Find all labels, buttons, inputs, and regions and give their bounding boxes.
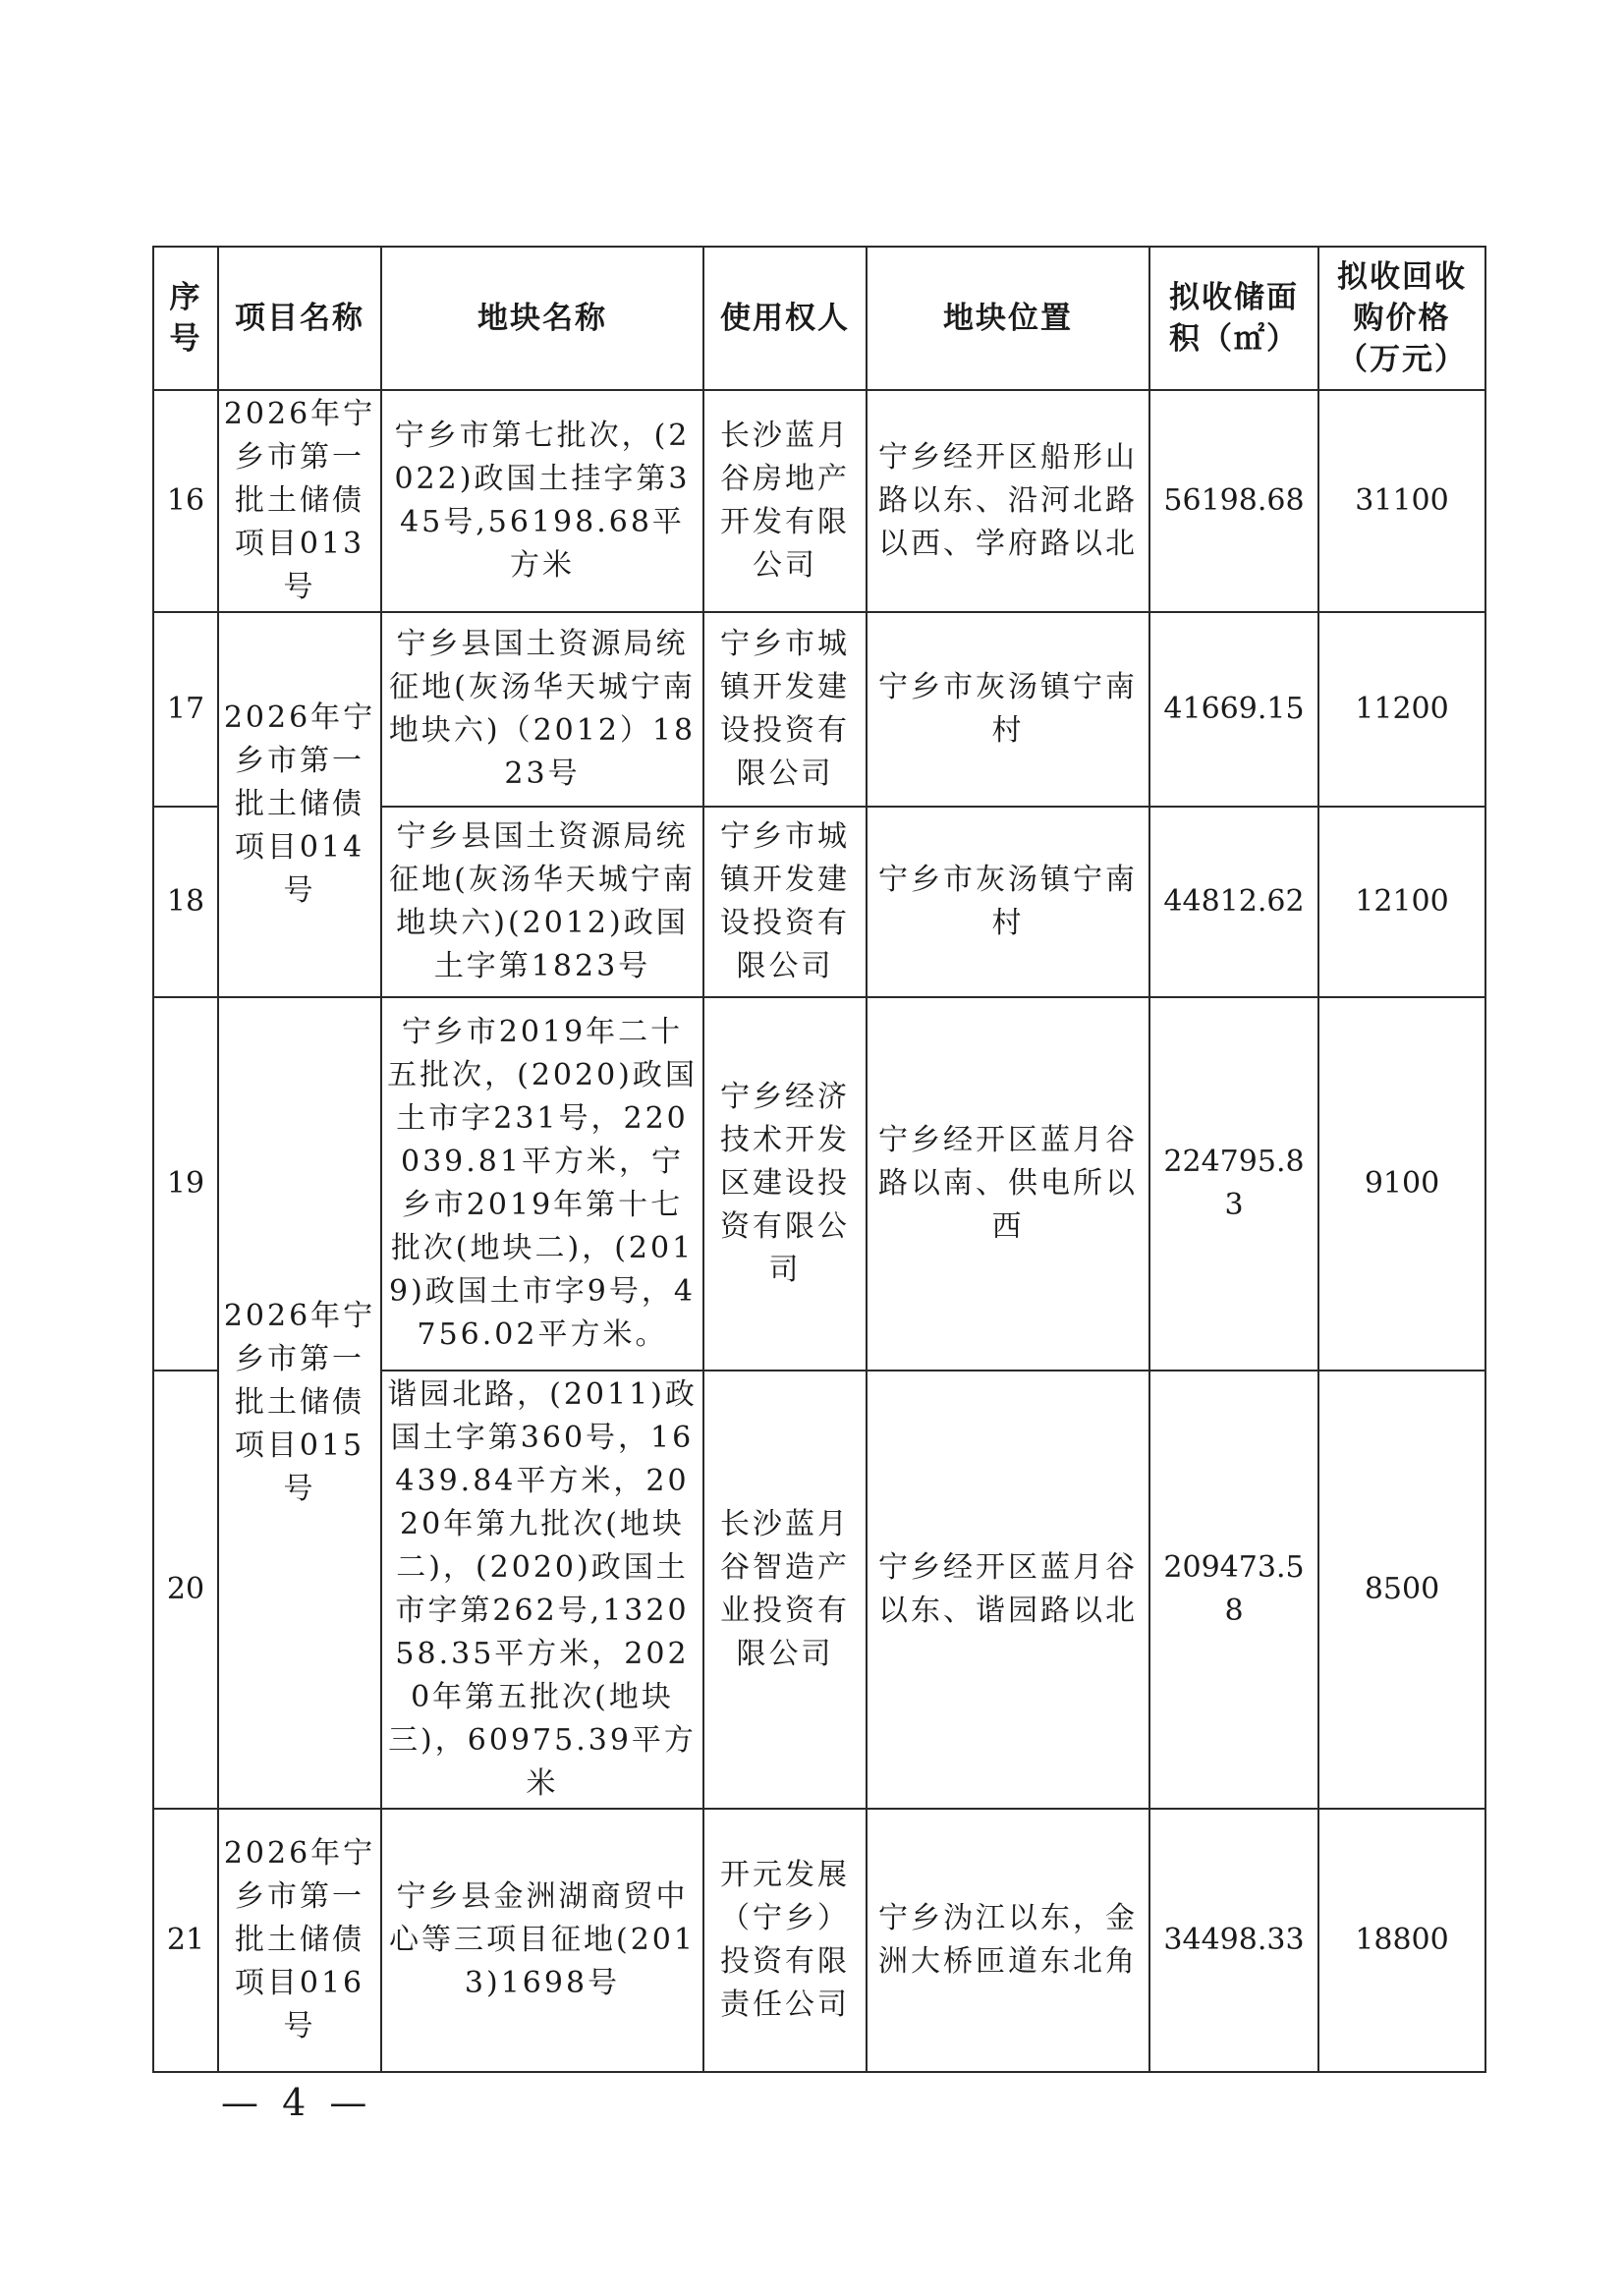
- header-area: 拟收储面积（㎡）: [1149, 247, 1318, 390]
- row-price: 8500: [1318, 1371, 1485, 1809]
- row-parcel: 宁乡县金洲湖商贸中心等三项目征地(2013)1698号: [381, 1809, 703, 2072]
- row-price: 18800: [1318, 1809, 1485, 2072]
- row-area: 56198.68: [1149, 390, 1318, 612]
- row-price: 31100: [1318, 390, 1485, 612]
- row-project: 2026年宁乡市第一批土储债项目016号: [218, 1809, 381, 2072]
- row-parcel: 宁乡市第七批次，(2022)政国土挂字第345号,56198.68平方米: [381, 390, 703, 612]
- row-location: 宁乡经开区蓝月谷以东、谐园路以北: [867, 1371, 1149, 1809]
- table-row: [153, 1809, 1485, 2072]
- header-project: 项目名称: [218, 247, 381, 390]
- table-row: [153, 997, 1485, 1371]
- row-owner: 宁乡经济技术开发区建设投资有限公司: [703, 997, 867, 1371]
- row-price: 9100: [1318, 997, 1485, 1371]
- row-area: 34498.33: [1149, 1809, 1318, 2072]
- row-location: 宁乡经开区蓝月谷路以南、供电所以西: [867, 997, 1149, 1371]
- row-owner: 宁乡市城镇开发建设投资有限公司: [703, 612, 867, 807]
- row-seq: 21: [153, 1809, 218, 2072]
- row-location: 宁乡经开区船形山路以东、沿河北路以西、学府路以北: [867, 390, 1149, 612]
- row-project: 2026年宁乡市第一批土储债项目013号: [218, 390, 381, 612]
- row-project: 2026年宁乡市第一批土储债项目014号: [218, 612, 381, 997]
- row-seq: 16: [153, 390, 218, 612]
- row-seq: 18: [153, 807, 218, 997]
- row-owner: 宁乡市城镇开发建设投资有限公司: [703, 807, 867, 997]
- row-price: 12100: [1318, 807, 1485, 997]
- header-seq: 序号: [153, 247, 218, 390]
- row-parcel: 宁乡市2019年二十五批次，(2020)政国土市字231号，220039.81平方米，宁乡市2019年第十七批次(地块二)，(2019)政国土市字9号，4756.02平方米。: [381, 997, 703, 1371]
- row-parcel: 宁乡县国土资源局统征地(灰汤华天城宁南地块六)(2012)政国土字第1823号: [381, 807, 703, 997]
- header-price: 拟收回收购价格（万元）: [1318, 247, 1485, 390]
- row-owner: 长沙蓝月谷房地产开发有限公司: [703, 390, 867, 612]
- row-parcel: 谐园北路，(2011)政国土字第360号，16439.84平方米，2020年第九批次(地块二)，(2020)政国土市字第262号,132058.35平方米，2020年第五批次(地块三)，60975.39平方米: [381, 1371, 703, 1809]
- table-header-row: [153, 247, 1485, 390]
- row-seq: 17: [153, 612, 218, 807]
- header-location: 地块位置: [867, 247, 1149, 390]
- header-owner: 使用权人: [703, 247, 867, 390]
- row-price: 11200: [1318, 612, 1485, 807]
- table-row: [153, 390, 1485, 612]
- row-project: 2026年宁乡市第一批土储债项目015号: [218, 997, 381, 1809]
- row-area: 209473.58: [1149, 1371, 1318, 1809]
- row-owner: 开元发展（宁乡）投资有限责任公司: [703, 1809, 867, 2072]
- land-reserve-table: [152, 246, 1486, 2073]
- row-seq: 19: [153, 997, 218, 1371]
- table-row: [153, 612, 1485, 807]
- row-area: 44812.62: [1149, 807, 1318, 997]
- row-seq: 20: [153, 1371, 218, 1809]
- row-parcel: 宁乡县国土资源局统征地(灰汤华天城宁南地块六)（2012）1823号: [381, 612, 703, 807]
- row-area: 41669.15: [1149, 612, 1318, 807]
- page-number: — 4 —: [221, 2081, 373, 2124]
- header-parcel: 地块名称: [381, 247, 703, 390]
- row-area: 224795.83: [1149, 997, 1318, 1371]
- row-location: 宁乡沩江以东，金洲大桥匝道东北角: [867, 1809, 1149, 2072]
- row-location: 宁乡市灰汤镇宁南村: [867, 807, 1149, 997]
- row-location: 宁乡市灰汤镇宁南村: [867, 612, 1149, 807]
- row-owner: 长沙蓝月谷智造产业投资有限公司: [703, 1371, 867, 1809]
